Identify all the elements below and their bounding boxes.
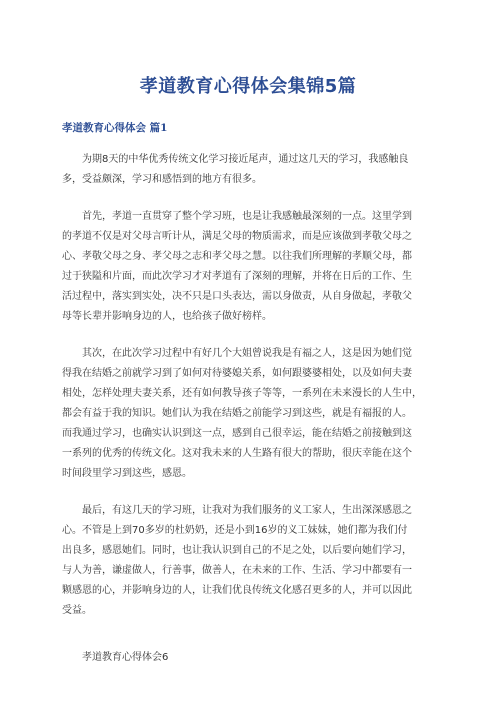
paragraph-line: 得我在结婚之前就学习到了如何对待婆媳关系，如何跟婆婆相处，以及如何夫妻	[62, 368, 412, 379]
paragraph-line: 颗感恩的心，并影响身边的人，让我们优良传统文化感召更多的人，并可以因此	[62, 585, 412, 596]
paragraph-line: 都会有益于我的知识。她们认为我在结婚之前能学习到这些，就是有福报的人。	[62, 408, 412, 419]
paragraph-3	[62, 344, 434, 484]
paragraph-line: 过于狭隘和片面，而此次学习才对孝道有了深刻的理解，并将在日后的工作、生	[62, 271, 412, 282]
document-title: 孝道教育心得体会集锦5篇	[139, 76, 357, 97]
paragraph-line: 与人为善，谦虚做人，行善事，做善人，在未来的工作、生活、学习中都要有一	[62, 565, 412, 576]
paragraph-line: 首先，孝道一直贯穿了整个学习班，也是让我感触最深刻的一点。这里学到	[82, 211, 412, 222]
paragraph-line: 一系列的优秀的传统文化。这对我未来的人生路有很大的帮助，很庆幸能在这个	[62, 448, 412, 459]
paragraph-line: 多，受益颇深，学习和感悟到的地方有很多。	[62, 174, 262, 185]
paragraph-line: 母等长辈并影响身边的人，也给孩子做好榜样。	[62, 311, 272, 322]
next-section-heading: 孝道教育心得体会6	[82, 652, 169, 663]
section-heading: 孝道教育心得体会 篇1	[62, 122, 168, 134]
paragraph-line: 受益。	[62, 605, 92, 616]
paragraph-line: 出良多，感恩她们。同时，也让我认识到自己的不足之处，以后要向她们学习，	[62, 545, 412, 556]
paragraph-1	[62, 150, 434, 190]
paragraph-line: 心、孝敬父母之身、孝父母之志和孝父母之慧。以往我们所理解的孝顺父母，都	[62, 251, 412, 262]
paragraph-line: 而我通过学习，也确实认识到这一点，感到自己很幸运，能在结婚之前接触到这	[62, 428, 412, 439]
paragraph-line: 最后，有这几天的学习班，让我对为我们服务的义工家人，生出深深感恩之	[82, 505, 412, 516]
paragraph-line: 其次，在此次学习过程中有好几个大姐曾说我是有福之人，这是因为她们觉	[82, 348, 412, 359]
paragraph-line: 活过程中，落实到实处，决不只是口头表达，需以身做责，从自身做起，孝敬父	[62, 291, 412, 302]
paragraph-line: 心。不管是上到70多岁的杜奶奶，还是小到16岁的义工妹妹，她们都为我们付	[62, 525, 408, 536]
paragraph-4	[62, 501, 434, 621]
paragraph-line: 的孝道不仅是对父母言听计从，满足父母的物质需求，而是应该做到孝敬父母之	[62, 231, 412, 242]
document-body	[62, 150, 434, 638]
paragraph-line: 时间段里学习到这些，感恩。	[62, 468, 192, 479]
paragraph-line: 相处，怎样处理夫妻关系，还有如何教导孩子等等，一系列在未来漫长的人生中，	[62, 388, 422, 399]
paragraph-line: 为期8天的中华优秀传统文化学习接近尾声，通过这几天的学习，我感触良	[82, 154, 409, 165]
paragraph-2	[62, 207, 434, 327]
